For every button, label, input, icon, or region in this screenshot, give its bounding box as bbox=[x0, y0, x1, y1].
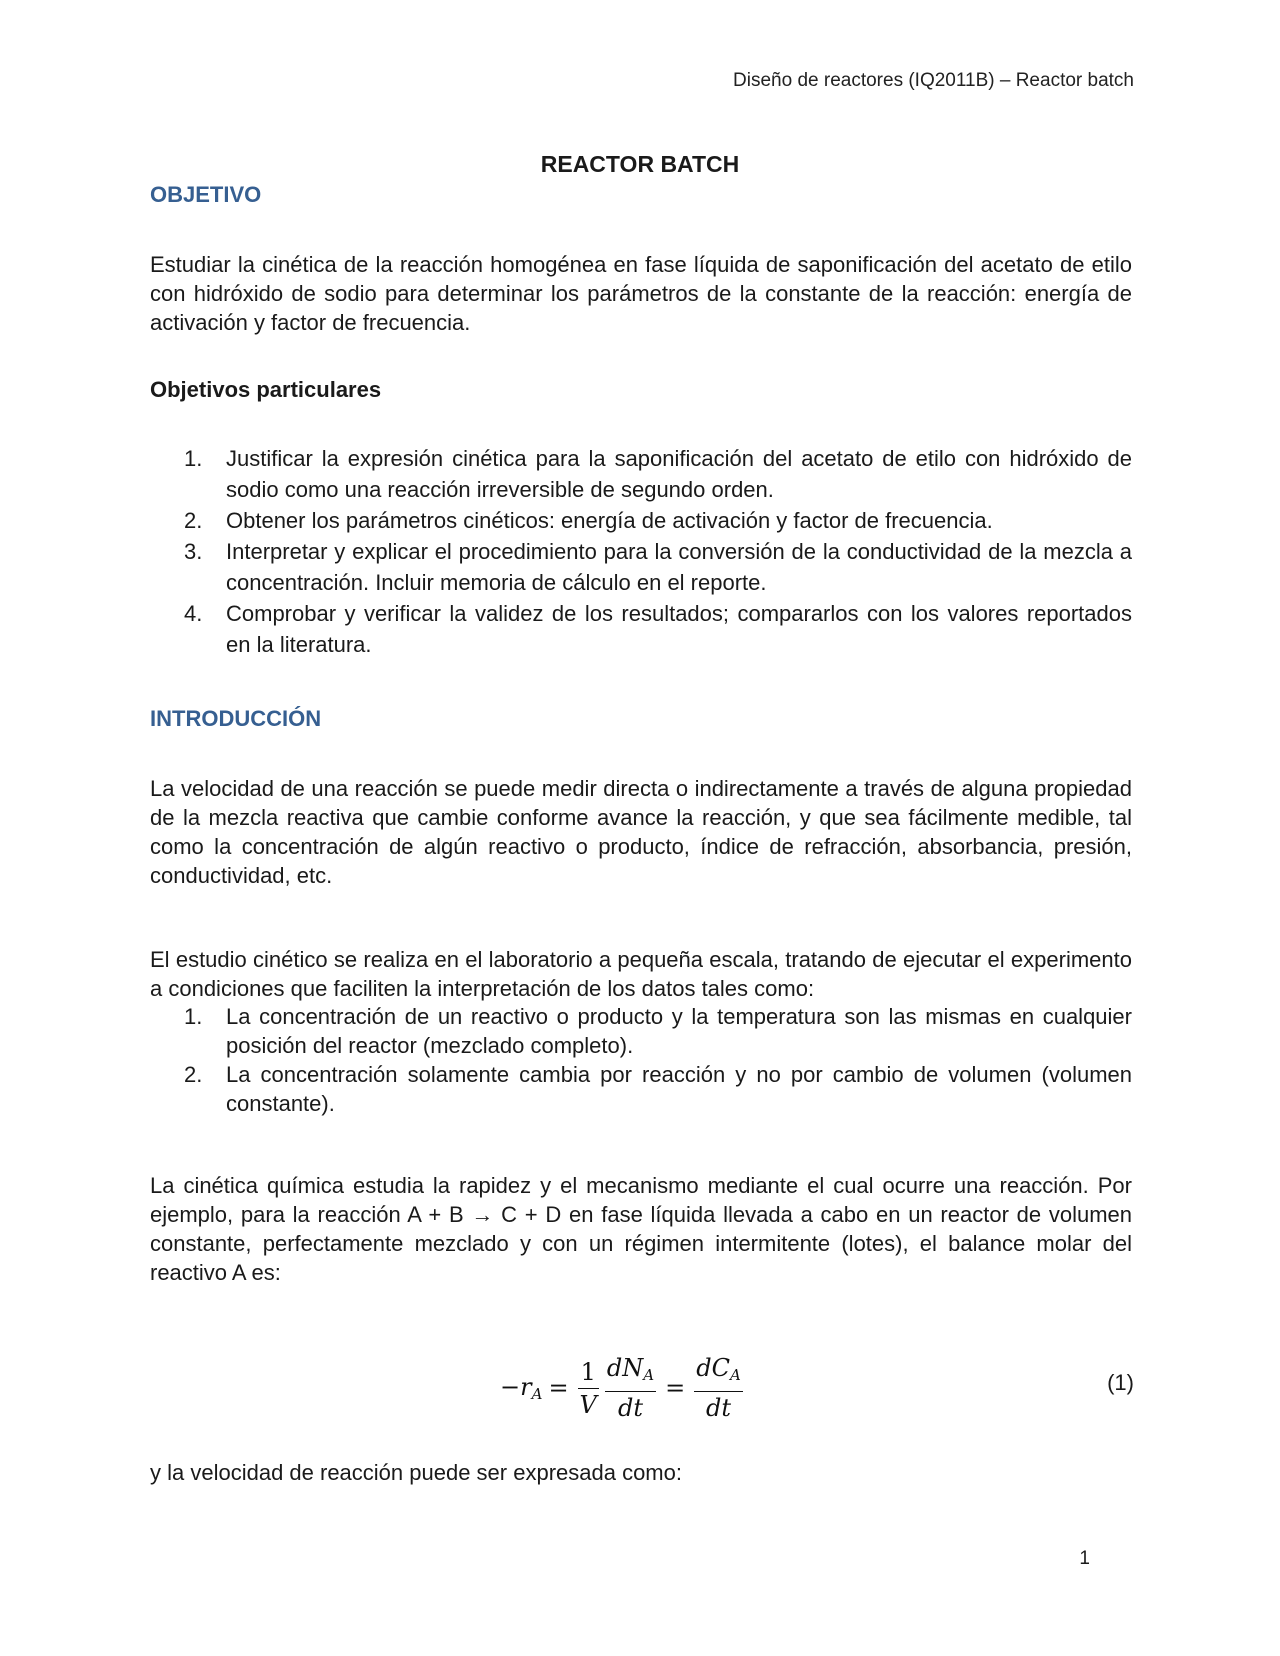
objetivo-text: Estudiar la cinética de la reacción homogénea en fase líquida de saponificación del acetato de etilo con hidróxido de sodio para determinar los parámetros de la constante de la reacción: energía de activación y factor de frecuencia. bbox=[150, 252, 1132, 335]
intro-paragraph-3: La cinética química estudia la rapidez y el mecanismo mediante el cual ocurre una reacción. Por ejemplo, para la reacción A + B → C + D en fase líquida llevada a cabo en un reactor de volumen constante, perfectamente mezclado y con un régimen intermitente (lotes), el balance molar del reactivo A es: bbox=[150, 1173, 1132, 1285]
running-header: Diseño de reactores (IQ2011B) – Reactor batch bbox=[733, 70, 1134, 91]
intro-paragraph-4: y la velocidad de reacción puede ser expresada como: bbox=[150, 1460, 682, 1485]
list-item: 1. Justificar la expresión cinética para la saponificación del acetato de etilo con hidróxido de sodio como una reacción irreversible de segundo orden. bbox=[184, 446, 1132, 502]
heading-objetivo: OBJETIVO bbox=[150, 182, 262, 207]
conditions-list bbox=[150, 1002, 1132, 1118]
list-item: 3. Interpretar y explicar el procedimiento para la conversión de la conductividad de la mezcla a concentración. Incluir memoria de cálculo en el reporte. bbox=[184, 539, 1132, 595]
eq-equals: = bbox=[548, 1374, 569, 1402]
intro-paragraph-1: La velocidad de una reacción se puede medir directa o indirectamente a través de alguna propiedad de la mezcla reactiva que cambie conforme avance la reacción, y que sea fácilmente medible, tal como la concentración de algún reactivo o producto, índice de refracción, absorbancia, presión, conductividad, etc. bbox=[150, 776, 1132, 888]
intro-paragraph-2: El estudio cinético se realiza en el laboratorio a pequeña escala, tratando de ejecutar el experimento a condiciones que faciliten la interpretación de los datos tales como: bbox=[150, 947, 1132, 1001]
document-title: REACTOR BATCH bbox=[540, 151, 740, 177]
objetivo-paragraph bbox=[150, 250, 1132, 337]
eq-lhs: $-r_A$ bbox=[500, 1373, 543, 1403]
eq-fraction-dna-dt: $\frac{dN_A}{dt}$ bbox=[606, 1354, 655, 1422]
eq-equals: = bbox=[665, 1374, 686, 1402]
equation-1 bbox=[500, 1352, 746, 1424]
eq-fraction-dca-dt: $\frac{dC_A}{dt}$ bbox=[696, 1354, 741, 1422]
objetivos-list bbox=[150, 443, 1132, 660]
list-item: 2. Obtener los parámetros cinéticos: energía de activación y factor de frecuencia. bbox=[184, 508, 993, 533]
equation-number: (1) bbox=[1107, 1370, 1134, 1395]
list-item: 2. La concentración solamente cambia por reacción y no por cambio de volumen (volumen constante). bbox=[184, 1062, 1132, 1116]
page-number: 1 bbox=[1079, 1548, 1090, 1569]
eq-fraction-1-over-v: $\frac{1}{V}$ bbox=[579, 1357, 597, 1419]
list-item: 4. Comprobar y verificar la validez de los resultados; compararlos con los valores reportados en la literatura. bbox=[184, 601, 1132, 657]
heading-objetivos-particulares: Objetivos particulares bbox=[150, 377, 382, 402]
heading-introduccion: INTRODUCCIÓN bbox=[150, 706, 322, 731]
list-item: 1. La concentración de un reactivo o producto y la temperatura son las mismas en cualquier posición del reactor (mezclado completo). bbox=[184, 1004, 1132, 1058]
